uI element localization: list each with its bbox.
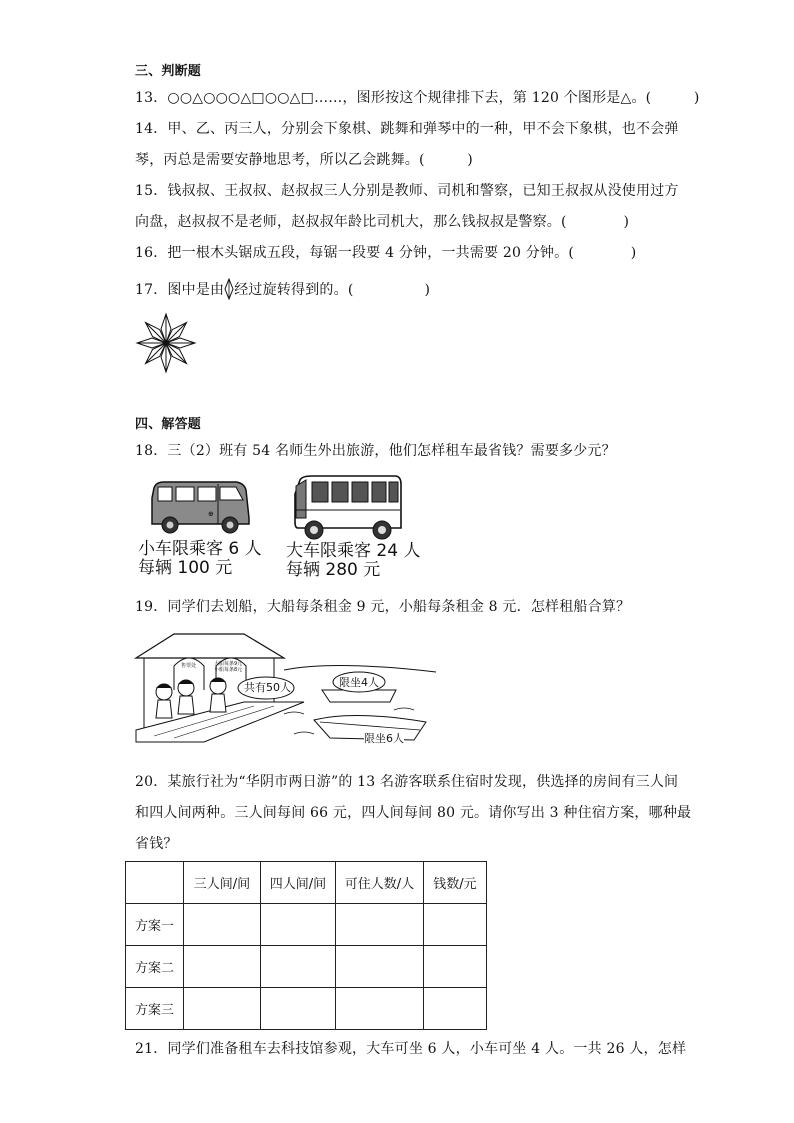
van-price-caption: 每辆 100 元 bbox=[138, 558, 233, 578]
table-header-cell bbox=[126, 862, 184, 904]
question-19: 19．同学们去划船，大船每条租金 9 元，小船每条租金 8 元．怎样租船合算？ bbox=[135, 599, 631, 615]
table-row bbox=[126, 904, 487, 946]
question-18: 18．三（2）班有 54 名师生外出旅游，他们怎样租车最省钱？需要多少元？ bbox=[135, 443, 616, 459]
table-header-row bbox=[126, 862, 487, 904]
price-sign-line-2: 小船每条8元 bbox=[214, 667, 243, 673]
lodging-plan-table bbox=[125, 861, 487, 1030]
answer-cell[interactable] bbox=[184, 946, 261, 988]
answer-cell[interactable] bbox=[184, 904, 261, 946]
question-15-line-2: 向盘，赵叔叔不是老师，赵叔叔年龄比司机大，那么钱叔叔是警察。( ) bbox=[135, 214, 630, 230]
question-14-line-1: 14．甲、乙、丙三人，分别会下象棋、跳舞和弹琴中的一种，甲不会下象棋，也不会弹 bbox=[135, 121, 679, 137]
table-header-cell: 三人间/间 bbox=[184, 862, 261, 904]
question-17-prefix: 17．图中是由 bbox=[135, 282, 225, 298]
price-sign-line-1: 大船每条9元 bbox=[214, 661, 243, 667]
question-20-line-3: 省钱？ bbox=[135, 836, 178, 852]
answer-cell[interactable] bbox=[261, 904, 336, 946]
table-row-label: 方案一 bbox=[126, 904, 184, 946]
answer-cell[interactable] bbox=[261, 946, 336, 988]
question-20-line-1: 20．某旅行社为“华阴市两日游”的 13 名游客联系住宿时发现，供选择的房间有三人间 bbox=[135, 774, 679, 790]
answer-cell[interactable] bbox=[336, 904, 424, 946]
bus-price-caption: 每辆 280 元 bbox=[286, 560, 381, 580]
big-bus-illustration bbox=[292, 474, 404, 542]
big-boat-label: 限坐6人 bbox=[364, 732, 404, 745]
small-boat-label: 限坐4人 bbox=[339, 676, 379, 689]
section-4-heading: 四、解答题 bbox=[135, 417, 202, 432]
question-13: 13．○○△○○○△□○○△□……，图形按这个规律排下去，第 120 个图形是△。( ) bbox=[135, 90, 700, 106]
question-21: 21．同学们准备租车去科技馆参观，大车可坐 6 人，小车可坐 4 人。一共 26 人，怎样 bbox=[135, 1041, 687, 1057]
question-15-line-1: 15．钱叔叔、王叔叔、赵叔叔三人分别是教师、司机和警察，已知王叔叔从没使用过方 bbox=[135, 183, 679, 199]
table-header-cell: 可住人数/人 bbox=[336, 862, 424, 904]
table-row bbox=[126, 946, 487, 988]
table-row-label: 方案三 bbox=[126, 988, 184, 1030]
small-van-illustration bbox=[148, 478, 252, 538]
question-17-suffix: 经过旋转得到的。( ) bbox=[234, 282, 431, 298]
answer-cell[interactable] bbox=[336, 946, 424, 988]
question-20-line-2: 和四人间两种。三人间每间 66 元，四人间每间 80 元。请你写出 3 种住宿方案，哪种最 bbox=[135, 805, 692, 821]
question-14-line-2: 琴，丙总是需要安静地思考，所以乙会跳舞。( ) bbox=[135, 152, 473, 168]
boating-scene-illustration bbox=[134, 630, 436, 748]
table-header-cell: 钱数/元 bbox=[424, 862, 487, 904]
bus-capacity-caption: 大车限乘客 24 人 bbox=[286, 541, 421, 561]
total-people-bubble: 共有50人 bbox=[244, 681, 291, 694]
table-header-cell: 四人间/间 bbox=[261, 862, 336, 904]
rotated-star-figure bbox=[134, 312, 198, 374]
answer-cell[interactable] bbox=[336, 988, 424, 1030]
answer-cell[interactable] bbox=[184, 988, 261, 1030]
leaf-shape-icon bbox=[224, 280, 234, 300]
answer-cell[interactable] bbox=[424, 904, 487, 946]
answer-cell[interactable] bbox=[424, 946, 487, 988]
question-17 bbox=[135, 280, 430, 300]
van-capacity-caption: 小车限乘客 6 人 bbox=[138, 539, 262, 559]
svg-text:⊕: ⊕ bbox=[208, 510, 214, 518]
answer-cell[interactable] bbox=[424, 988, 487, 1030]
ticket-office-sign: 售票处 bbox=[181, 663, 197, 669]
question-16: 16．把一根木头锯成五段，每锯一段要 4 分钟，一共需要 20 分钟。( ) bbox=[135, 245, 637, 261]
section-3-heading: 三、判断题 bbox=[135, 64, 202, 79]
table-row-label: 方案二 bbox=[126, 946, 184, 988]
table-row bbox=[126, 988, 487, 1030]
answer-cell[interactable] bbox=[261, 988, 336, 1030]
